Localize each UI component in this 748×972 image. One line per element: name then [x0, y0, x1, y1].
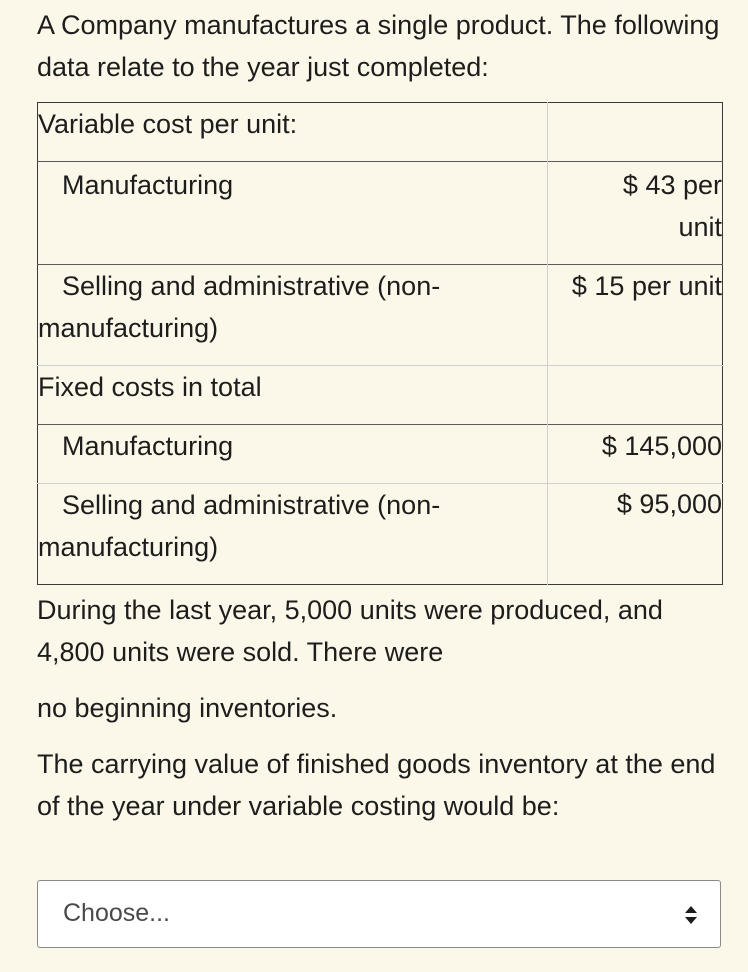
inventory-text: no beginning inventories. — [37, 693, 338, 723]
row-value: $ 95,000 — [548, 484, 723, 585]
row-label-cont: manufacturing) — [38, 313, 219, 343]
row-value: $ 15 per unit — [548, 265, 723, 366]
row-value: $ 145,000 — [548, 425, 723, 484]
table-row — [38, 265, 723, 366]
answer-select[interactable] — [37, 880, 721, 948]
select-arrows-icon — [684, 901, 698, 929]
row-label: Manufacturing — [62, 170, 234, 200]
row-value — [548, 366, 723, 425]
question-intro: A Company manufactures a single product. The following data relate to the year just completed: — [37, 10, 720, 82]
row-label: Fixed costs in total — [38, 372, 262, 402]
answer-select-value: Choose... — [63, 899, 171, 927]
cost-data-table — [37, 102, 723, 585]
question-prompt: The carrying value of finished goods inventory at the end of the year under variable costing would be: — [37, 749, 716, 821]
table-row — [38, 103, 723, 162]
row-label-cont: manufacturing) — [38, 532, 219, 562]
production-text: During the last year, 5,000 units were produced, and 4,800 units were sold. There were — [37, 595, 663, 667]
question-container — [37, 0, 723, 827]
row-label: Variable cost per unit: — [38, 109, 298, 139]
table-row — [38, 425, 723, 484]
table-row — [38, 366, 723, 425]
row-label: Manufacturing — [62, 431, 234, 461]
table-row — [38, 484, 723, 585]
row-value — [548, 103, 723, 162]
row-label: Selling and administrative (non- — [62, 490, 441, 520]
row-value: $ 43 per unit — [622, 170, 722, 242]
table-row — [38, 162, 723, 265]
row-label: Selling and administrative (non- — [62, 271, 441, 301]
